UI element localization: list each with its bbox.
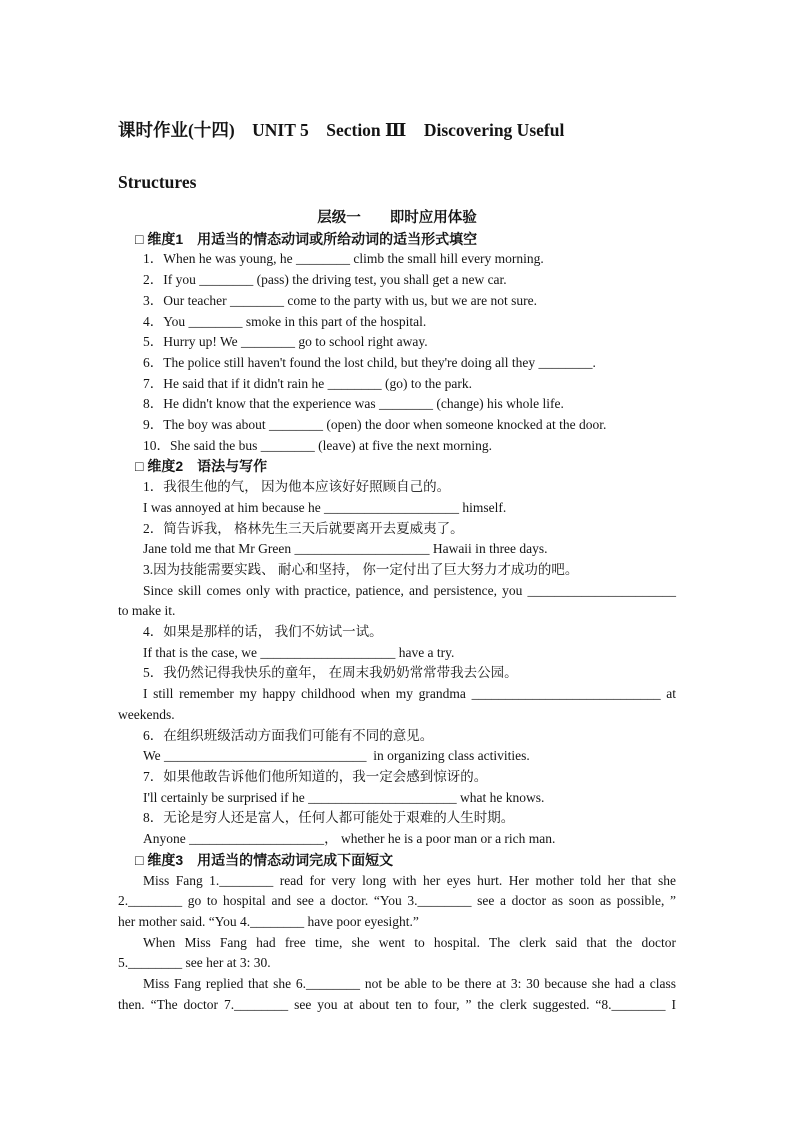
exercise-item: 2．If you ________ (pass) the driving test, you shall get a new car. <box>143 272 507 288</box>
level-heading: 层级一 即时应用体验 <box>317 210 477 226</box>
en-sentence: Anyone ____________________， whether he is a poor man or a rich man. <box>143 831 556 847</box>
dimension2-heading: □ 维度2 语法与写作 <box>135 458 268 475</box>
exercise-item: 10．She said the bus ________ (leave) at five the next morning. <box>143 437 493 453</box>
en-sentence: I'll certainly be surprised if he ______________________ what he knows. <box>143 789 545 805</box>
cn-sentence: 7．如果他敢告诉他们他所知道的，我一定会感到惊讶的。 <box>143 768 488 784</box>
en-sentence: to make it. <box>118 603 176 619</box>
exercise-item: 1．When he was young, he ________ climb the small hill every morning. <box>143 251 544 267</box>
dimension3-heading: □ 维度3 用适当的情态动词完成下面短文 <box>135 851 394 868</box>
page-content <box>118 104 676 1015</box>
passage-line: her mother said. “You 4.________ have poor eyesight.” <box>118 913 419 929</box>
cn-sentence: 3.因为技能需要实践、 耐心和坚持， 你一定付出了巨大努力才成功的吧。 <box>143 561 579 577</box>
cn-sentence: 4．如果是那样的话， 我们不妨试一试。 <box>143 624 383 640</box>
en-sentence: I was annoyed at him because he ____________________ himself. <box>143 499 507 515</box>
page-title-line-2: Structures <box>118 172 197 192</box>
cn-sentence: 8．无论是穷人还是富人，任何人都可能处于艰难的人生时期。 <box>143 810 515 826</box>
passage-line: Miss Fang replied that she 6.________ not be able to be there at 3: 30 because she had a class <box>143 976 676 992</box>
passage-line: then. “The doctor 7.________ see you at about ten to four, ” the clerk suggested. “8.________ I <box>118 996 676 1012</box>
exercise-item: 8．He didn't know that the experience was ________ (change) his whole life. <box>143 396 564 412</box>
page-title-line-1: 课时作业(十四) UNIT 5 Section Ⅲ Discovering Useful <box>118 120 565 140</box>
exercise-item: 3．Our teacher ________ come to the party with us, but we are not sure. <box>143 292 538 308</box>
exercise-item: 7．He said that if it didn't rain he ________ (go) to the park. <box>143 375 472 391</box>
worksheet-body <box>118 208 676 1015</box>
exercise-item: 4．You ________ smoke in this part of the hospital. <box>143 313 427 329</box>
passage-line: 5.________ see her at 3: 30. <box>118 955 271 971</box>
en-sentence: If that is the case, we ____________________ have a try. <box>143 644 455 660</box>
cn-sentence: 1．我很生他的气， 因为他本应该好好照顾自己的。 <box>143 479 451 495</box>
dimension1-heading: □ 维度1 用适当的情态动词或所给动词的适当形式填空 <box>135 230 478 247</box>
exercise-item: 6．The police still haven't found the lost child, but they're doing all they ________. <box>143 354 596 370</box>
en-sentence: We ______________________________ in organizing class activities. <box>143 748 530 764</box>
passage-line: When Miss Fang had free time, she went to hospital. The clerk said that the doctor <box>143 934 676 950</box>
en-sentence: weekends. <box>118 706 175 722</box>
en-sentence: I still remember my happy childhood when my grandma ____________________________ at <box>143 686 676 702</box>
exercise-item: 9．The boy was about ________ (open) the door when someone knocked at the door. <box>143 417 607 433</box>
en-sentence: Since skill comes only with practice, patience, and persistence, you ______________________ <box>143 582 676 598</box>
passage-line: Miss Fang 1.________ read for very long with her eyes hurt. Her mother told her that she <box>143 872 676 888</box>
cn-sentence: 6．在组织班级活动方面我们可能有不同的意见。 <box>143 727 434 743</box>
en-sentence: Jane told me that Mr Green ____________________ Hawaii in three days. <box>143 541 548 557</box>
passage-line: 2.________ go to hospital and see a doctor. “You 3.________ see a doctor as soon as possible, ” <box>118 893 676 909</box>
cn-sentence: 2．简告诉我， 格林先生三天后就要离开去夏威夷了。 <box>143 520 464 536</box>
exercise-item: 5．Hurry up! We ________ go to school right away. <box>143 334 428 350</box>
cn-sentence: 5．我仍然记得我快乐的童年， 在周末我奶奶常常带我去公园。 <box>143 665 518 681</box>
